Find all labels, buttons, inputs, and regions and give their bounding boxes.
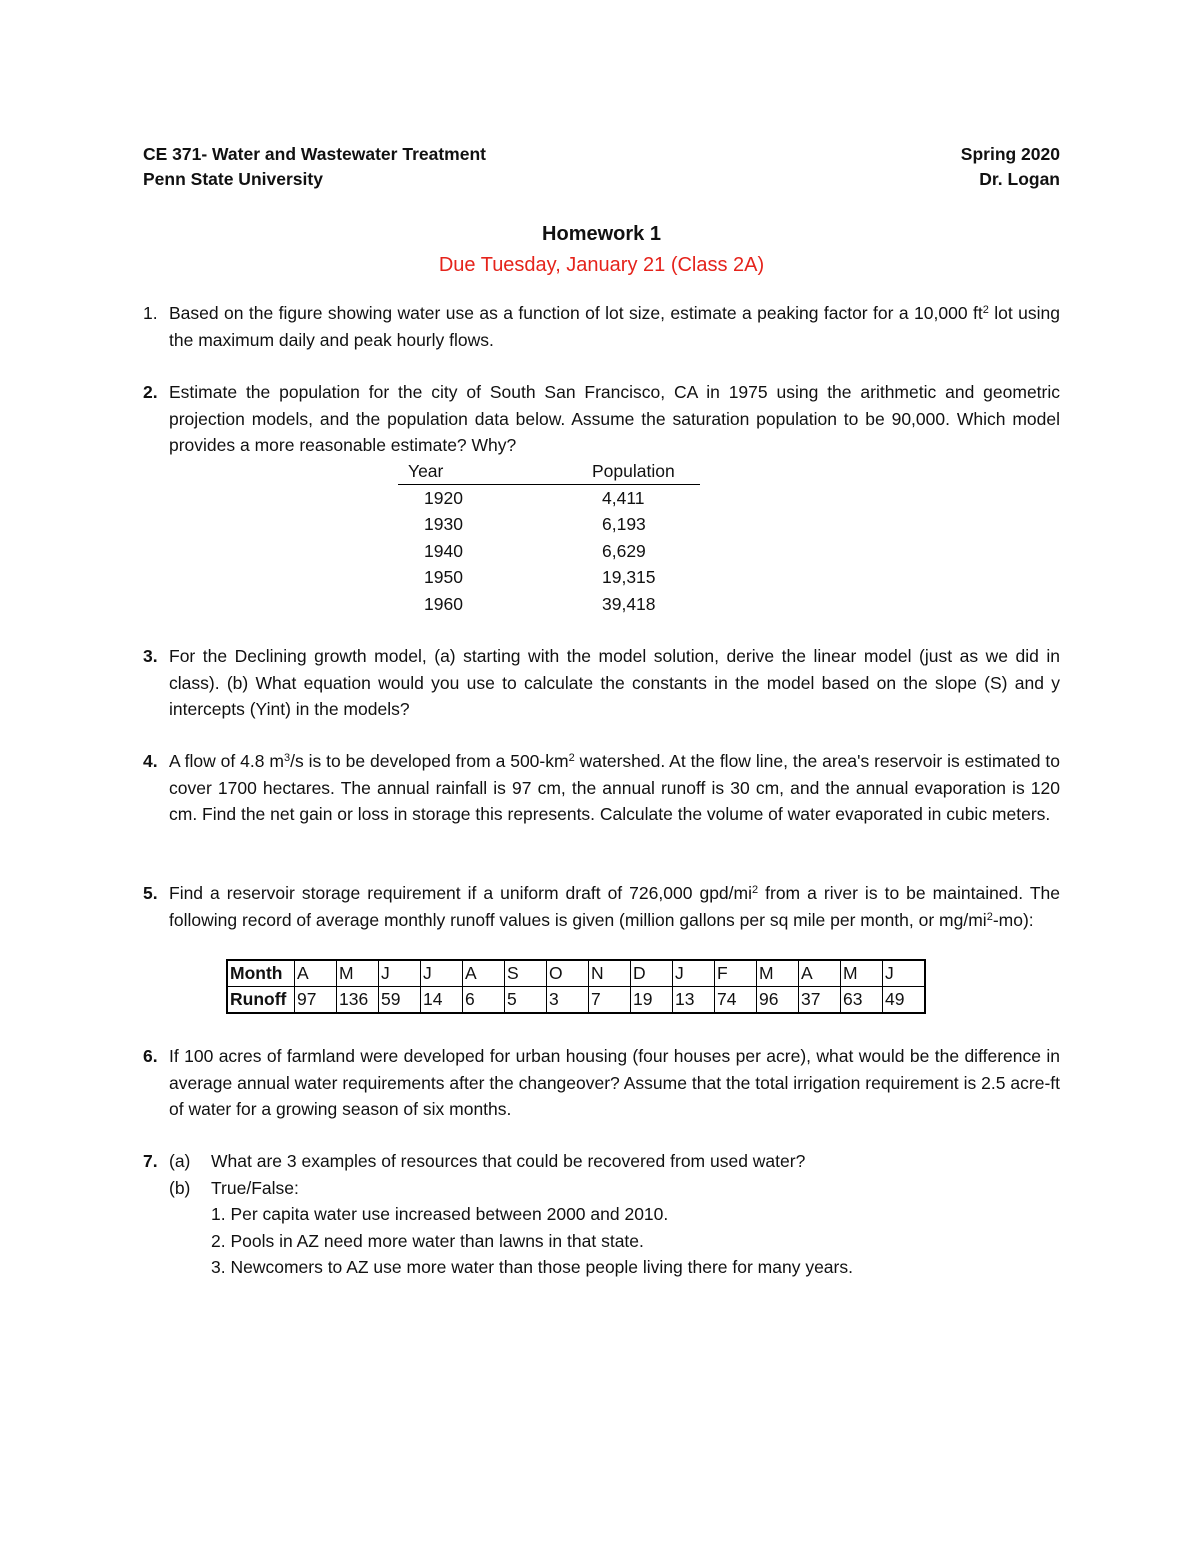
month-cell: A	[799, 960, 841, 987]
population-table	[398, 458, 700, 618]
runoff-cell: 13	[673, 987, 715, 1014]
month-cell: J	[673, 960, 715, 987]
month-cell: N	[589, 960, 631, 987]
month-cell: J	[883, 960, 926, 987]
month-cell: A	[295, 960, 337, 987]
month-cell: O	[547, 960, 589, 987]
runoff-cell: 49	[883, 987, 926, 1014]
runoff-table	[226, 959, 926, 1014]
due-date: Due Tuesday, January 21 (Class 2A)	[438, 254, 765, 276]
question-1	[143, 300, 1060, 353]
sub-text: True/False:	[211, 1177, 299, 1198]
sub-label: (b)	[169, 1177, 191, 1198]
title-block	[143, 220, 1060, 280]
runoff-cell: 97	[295, 987, 337, 1014]
runoff-row	[227, 987, 925, 1014]
question-4	[143, 748, 1060, 828]
runoff-cell: 14	[421, 987, 463, 1014]
month-cell: M	[757, 960, 799, 987]
month-label: Month	[227, 960, 295, 987]
month-cell: S	[505, 960, 547, 987]
runoff-cell: 5	[505, 987, 547, 1014]
sub-question-a	[169, 1148, 1060, 1175]
question-number: 6.	[143, 1046, 158, 1066]
runoff-cell: 3	[547, 987, 589, 1014]
month-cell: M	[337, 960, 379, 987]
question-text: Estimate the population for the city of South San Francisco, CA in 1975 using the arithmetic and geometric projection models, and the population data below. Assume the saturation population to be 90,000. Which model provides a more reasonable estimate? Why?	[169, 382, 1060, 455]
true-false-item: 3. Newcomers to AZ use more water than those people living there for many years.	[211, 1257, 853, 1277]
question-number: 5.	[143, 883, 158, 903]
table-row: 1950 19,315	[424, 567, 656, 588]
runoff-label: Runoff	[227, 987, 295, 1014]
sub-label: (a)	[169, 1151, 191, 1171]
runoff-cell: 7	[589, 987, 631, 1014]
month-cell: J	[379, 960, 421, 987]
runoff-cell: 59	[379, 987, 421, 1014]
sub-question-b	[169, 1175, 1060, 1202]
question-number: 4.	[143, 751, 158, 771]
question-number: 7.	[143, 1151, 158, 1171]
runoff-cell: 37	[799, 987, 841, 1014]
true-false-item: 2. Pools in AZ need more water than lawns in that state.	[211, 1230, 644, 1251]
question-text: If 100 acres of farmland were developed for urban housing (four houses per acre), what would be the difference in average annual water requirements after the changeover? Assume that the total irrigation requirement is 2.5 acre-ft of water for a growing season of six months.	[169, 1046, 1060, 1119]
term: Spring 2020	[960, 144, 1060, 164]
month-cell: A	[463, 960, 505, 987]
question-5	[143, 880, 1060, 933]
question-number: 3.	[143, 646, 158, 666]
table-row: 1940 6,629	[424, 540, 646, 561]
question-3	[143, 643, 1060, 723]
sub-text: What are 3 examples of resources that could be recovered from used water?	[211, 1151, 806, 1171]
month-cell: M	[841, 960, 883, 987]
runoff-cell: 6	[463, 987, 505, 1014]
question-2	[143, 379, 1060, 459]
question-text: For the Declining growth model, (a) starting with the model solution, derive the linear model (just as we did in class). (b) What equation would you use to calculate the constants in the model based on the slope (S) and y intercepts (Yint) in the models?	[169, 646, 1060, 719]
month-cell: D	[631, 960, 673, 987]
table-row: 1960 39,418	[424, 593, 656, 614]
document-header	[143, 142, 1060, 192]
instructor: Dr. Logan	[979, 169, 1060, 189]
table-row: 1920 4,411	[424, 487, 645, 508]
question-text: A flow of 4.8 $m^3/s$ is to be developed from a $500-km^2$ watershed. At the flow line, the area's reservoir is estimated to cover 1700 hectares. The annual rainfall is 97 cm, the annual runoff is 30 cm, and the annual evaporation is 120 cm. Find the net gain or loss in storage this represents. Calculate the volume of water evaporated in cubic meters.	[169, 751, 1060, 824]
question-text: Based on the figure showing water use as a function of lot size, estimate a peaking factor for a 10,000 $ft^2$ lot using the maximum daily and peak hourly flows.	[169, 303, 1061, 350]
runoff-cell: 63	[841, 987, 883, 1014]
population-header: Population	[592, 458, 700, 485]
question-7	[143, 1148, 1060, 1281]
runoff-cell: 136	[337, 987, 379, 1014]
table-row: 1930 6,193	[424, 514, 646, 535]
true-false-item: 1. Per capita water use increased between 2000 and 2010.	[211, 1204, 669, 1224]
runoff-cell: 96	[757, 987, 799, 1014]
question-text: Find a reservoir storage requirement if a uniform draft of 726,000 gpd/$mi^2$ from a river is to be maintained. The following record of average monthly runoff values is given (million gallons per sq mile per month, or $mg/mi^2-mo$):	[169, 883, 1060, 930]
university: Penn State University	[143, 169, 323, 189]
runoff-cell: 19	[631, 987, 673, 1014]
year-header: Year	[398, 458, 592, 485]
runoff-cell: 74	[715, 987, 757, 1014]
question-6	[143, 1043, 1060, 1123]
course-title: CE 371- Water and Wastewater Treatment	[143, 144, 486, 164]
month-row	[227, 960, 925, 987]
month-cell: J	[421, 960, 463, 987]
month-cell: F	[715, 960, 757, 987]
question-number: 2.	[143, 382, 158, 402]
homework-title: Homework 1	[542, 223, 661, 245]
question-number: 1.	[143, 303, 158, 323]
